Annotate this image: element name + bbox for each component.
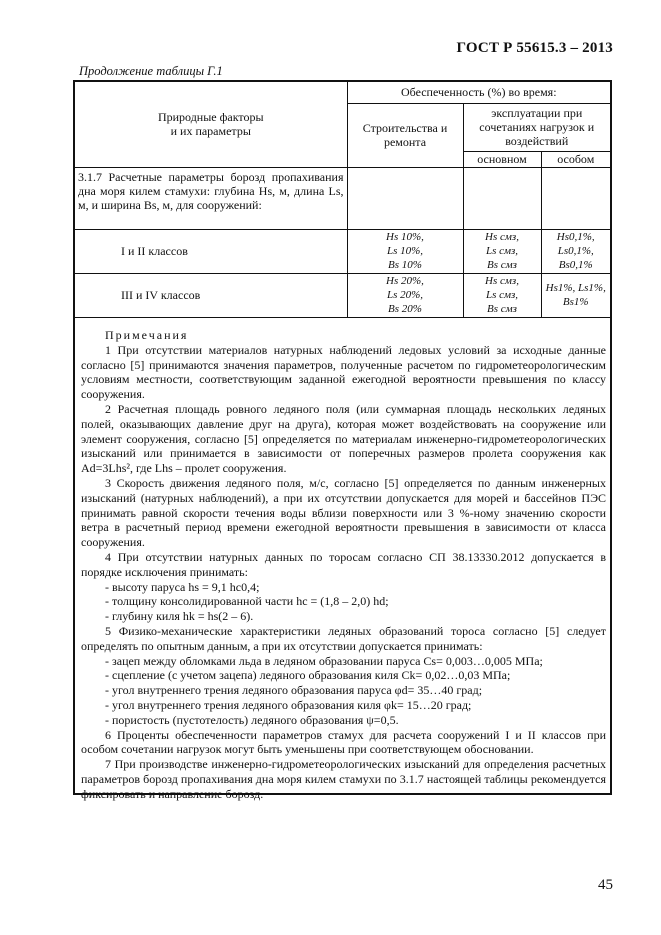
row2-special-values: Hs1%, Ls1%, Bs1% [541,273,610,317]
parameter-description: 3.1.7 Расчетные параметры борозд пропахивания дна моря килем стамухи: глубина Hs, м, длина Ls, м, и ширина Bs, м, для сооружений: [75,167,347,229]
row-label-class-1-2: I и II классов [75,229,347,273]
row-label-class-3-4: III и IV классов [75,273,347,317]
row1-construction-values: Hs 10%, Ls 10%, Bs 10% [347,229,463,273]
note-4-item: - глубину киля hk = hs(2 – 6). [105,609,254,624]
document-number: ГОСТ Р 55615.3 – 2013 [456,40,613,56]
row2-basic-values: Hs смз, Ls смз, Bs смз [463,273,541,317]
header-basic: основном [463,151,541,167]
note-5-item: - сцепление (с учетом зацепа) ледяного образования киля Ck= 0,02…0,03 МПа; [105,668,511,683]
note-5: 5 Физико-механические характеристики ледяных образований тороса согласно [5] следует определять по опытным данным, а при их отсутствии допускается принимать: [81,623,606,653]
note-5-item: - пористость (пустотелость) ледяного образования ψ=0,5. [105,712,399,727]
note-3: 3 Скорость движения ледяного поля, м/с, согласно [5] определяется по данным инженерных изысканий (натурных наблюдений), а при их отсутствии допускается для морей и бассейнов ПЭС принимать равной скорости течения воды вблизи поверхности или 3 %-ному значению скорости ветра в расчетный период времени ежегодной вероятности превышения в зависимости от класса сооружения. [81,475,606,550]
notes-title: Примечания [105,328,189,342]
header-construction: Строительства и ремонта [347,103,463,167]
note-1: 1 При отсутствии материалов натурных наблюдений ледовых условий за исходные данные согласно [5] принимаются значения параметров, полученные расчетом по гидрометеорологическим условиям местности, соответствующим заданной ежегодной вероятности превышения по классу сооружения. [81,342,606,402]
header-provision: Обеспеченность (%) во время: [347,82,610,103]
note-4-item: - высоту паруса hs = 9,1 hc0,4; [105,579,260,594]
note-4: 4 При отсутствии натурных данных по торосам согласно СП 38.13330.2012 допускается в порядке исключения принимать: [81,549,606,579]
note-5-item: - угол внутреннего трения ледяного образования киля φk= 15…20 град; [105,697,472,712]
note-5-item: - зацеп между обломками льда в ледяном образовании паруса Cs= 0,003…0,005 МПа; [105,653,543,668]
page-number: 45 [598,877,613,893]
table-caption: Продолжение таблицы Г.1 [79,64,223,78]
note-2: 2 Расчетная площадь ровного ледяного поля (или суммарная площадь нескольких ледяных полей, оказывающих давление друг на друга), которая может воздействовать на сооружение или элемент сооружения, согласно [5] определяется по материалам инженерно-гидрометеорологических изысканий или принимается в зависимости от поперечных размеров пролета сооружения как Ad=3Lhs², где Lhs – пролет сооружения. [81,401,606,476]
empty-cell [541,167,610,229]
notes-section [81,328,606,802]
table-frame [73,80,612,801]
note-5-item: - угол внутреннего трения ледяного образования паруса φd= 35…40 град; [105,683,483,698]
parameters-table [75,82,610,318]
row2-construction-values: Hs 20%, Ls 20%, Bs 20% [347,273,463,317]
note-6: 6 Проценты обеспеченности параметров стамух для расчета сооружений I и II классов при особом сочетании нагрузок могут быть уменьшены при соответствующем обосновании. [81,727,606,757]
row1-special-values: Hs0,1%, Ls0,1%, Bs0,1% [541,229,610,273]
empty-cell [347,167,463,229]
note-4-item: - толщину консолидированной части hc = (1,8 – 2,0) hd; [105,594,389,609]
header-operation: эксплуатации при сочетаниях нагрузок и воздействий [463,103,610,151]
empty-cell [463,167,541,229]
note-7: 7 При производстве инженерно-гидрометеорологических изысканий для определения расчетных параметров борозд пропахивания дна моря килем стамухи по 3.1.7 настоящей таблицы рекомендуется фиксировать и направление борозд. [81,757,606,801]
header-special: особом [541,151,610,167]
header-factors: Природные факторы и их параметры [75,82,347,167]
row1-basic-values: Hs смз, Ls смз, Bs смз [463,229,541,273]
